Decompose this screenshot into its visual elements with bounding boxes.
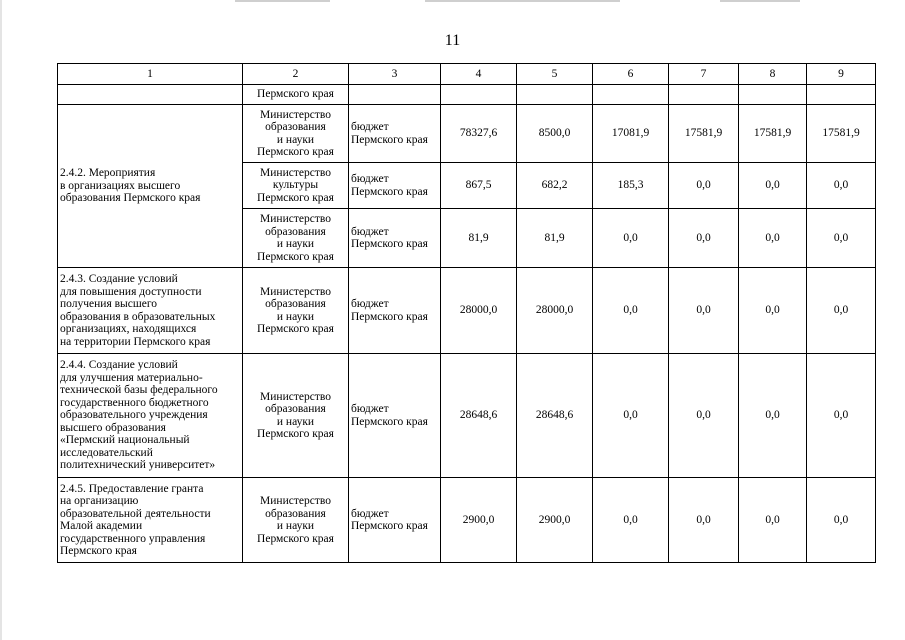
- value-cell: 28648,6: [517, 354, 593, 478]
- table-row: [58, 105, 876, 163]
- budget-table: [57, 63, 876, 563]
- column-header: 4: [441, 64, 517, 85]
- value-cell: 0,0: [739, 478, 807, 563]
- executor-cell: Министерство образования и науки Пермского края: [243, 354, 349, 478]
- value-cell: 17581,9: [669, 105, 739, 163]
- value-cell: 0,0: [669, 478, 739, 563]
- scan-artifact-bar: [425, 0, 620, 2]
- column-header: 3: [349, 64, 441, 85]
- table-row: [58, 354, 876, 478]
- value-cell: 17581,9: [807, 105, 876, 163]
- column-header: 1: [58, 64, 243, 85]
- value-cell: 17581,9: [739, 105, 807, 163]
- table-row: [58, 478, 876, 563]
- activity-cell: [58, 85, 243, 105]
- column-header: 9: [807, 64, 876, 85]
- value-cell: 867,5: [441, 163, 517, 209]
- source-cell: бюджет Пермского края: [349, 268, 441, 354]
- column-header: 8: [739, 64, 807, 85]
- column-header: 7: [669, 64, 739, 85]
- value-cell: 185,3: [593, 163, 669, 209]
- executor-cell: Министерство образования и науки Пермского края: [243, 478, 349, 563]
- continuation-row: [58, 85, 876, 105]
- value-cell: 0,0: [593, 354, 669, 478]
- value-cell: [441, 85, 517, 105]
- column-header: 2: [243, 64, 349, 85]
- activity-cell: 2.4.5. Предоставление гранта на организацию образовательной деятельности Малой академии государственного управления Пермского края: [58, 478, 243, 563]
- value-cell: 0,0: [669, 209, 739, 268]
- value-cell: 0,0: [669, 354, 739, 478]
- value-cell: 0,0: [669, 268, 739, 354]
- scan-artifact-bar: [235, 0, 330, 2]
- value-cell: 28000,0: [517, 268, 593, 354]
- executor-cell: Министерство образования и науки Пермского края: [243, 209, 349, 268]
- source-cell: бюджет Пермского края: [349, 478, 441, 563]
- value-cell: 28648,6: [441, 354, 517, 478]
- value-cell: [739, 85, 807, 105]
- activity-cell: 2.4.4. Создание условий для улучшения материально- технической базы федерального государственного бюджетного образовательного учреждения высшего образования «Пермский национальный исследовательский политехнический университет»: [58, 354, 243, 478]
- value-cell: 0,0: [739, 268, 807, 354]
- source-cell: бюджет Пермского края: [349, 209, 441, 268]
- value-cell: 0,0: [593, 478, 669, 563]
- value-cell: 2900,0: [517, 478, 593, 563]
- value-cell: 17081,9: [593, 105, 669, 163]
- value-cell: 0,0: [807, 354, 876, 478]
- value-cell: 0,0: [593, 268, 669, 354]
- activity-cell: 2.4.3. Создание условий для повышения доступности получения высшего образования в образовательных организациях, находящихся на территории Пермского края: [58, 268, 243, 354]
- executor-cell: Министерство культуры Пермского края: [243, 163, 349, 209]
- source-cell: бюджет Пермского края: [349, 163, 441, 209]
- value-cell: 81,9: [517, 209, 593, 268]
- value-cell: [807, 85, 876, 105]
- column-header: 5: [517, 64, 593, 85]
- value-cell: 8500,0: [517, 105, 593, 163]
- executor-cell: Пермского края: [243, 85, 349, 105]
- source-cell: бюджет Пермского края: [349, 354, 441, 478]
- value-cell: 0,0: [593, 209, 669, 268]
- header-row: [58, 64, 876, 85]
- value-cell: 0,0: [739, 354, 807, 478]
- value-cell: [517, 85, 593, 105]
- scan-edge: [0, 0, 2, 640]
- value-cell: 0,0: [739, 209, 807, 268]
- column-header: 6: [593, 64, 669, 85]
- value-cell: 28000,0: [441, 268, 517, 354]
- value-cell: 81,9: [441, 209, 517, 268]
- value-cell: 0,0: [807, 478, 876, 563]
- value-cell: 682,2: [517, 163, 593, 209]
- value-cell: 0,0: [669, 163, 739, 209]
- page-number: 11: [444, 32, 461, 49]
- value-cell: 0,0: [807, 163, 876, 209]
- source-cell: [349, 85, 441, 105]
- value-cell: [669, 85, 739, 105]
- value-cell: 0,0: [739, 163, 807, 209]
- executor-cell: Министерство образования и науки Пермского края: [243, 105, 349, 163]
- value-cell: 0,0: [807, 268, 876, 354]
- activity-cell: 2.4.2. Мероприятия в организациях высшего образования Пермского края: [58, 105, 243, 268]
- scan-artifact-bar: [720, 0, 800, 2]
- table-row: [58, 268, 876, 354]
- executor-cell: Министерство образования и науки Пермского края: [243, 268, 349, 354]
- value-cell: [593, 85, 669, 105]
- source-cell: бюджет Пермского края: [349, 105, 441, 163]
- value-cell: 0,0: [807, 209, 876, 268]
- value-cell: 78327,6: [441, 105, 517, 163]
- value-cell: 2900,0: [441, 478, 517, 563]
